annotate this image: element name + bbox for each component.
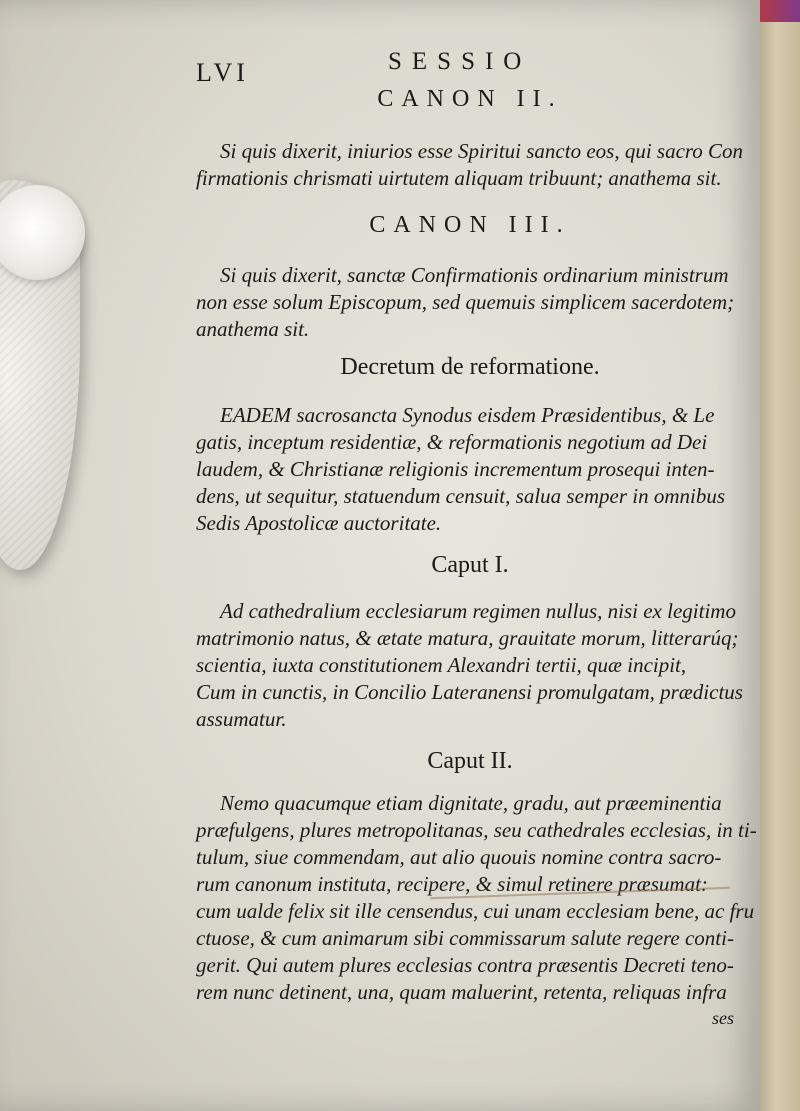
catchword: ses: [712, 1008, 734, 1028]
text-line: Sedis Apostolicæ auctoritate.: [196, 511, 442, 535]
caput-1-text: [196, 598, 744, 733]
text-line: Cum in cunctis, in Concilio Lateranensi promulgatam, prædictus: [196, 680, 743, 704]
text-line: Ad cathedralium ecclesiarum regimen nullus, nisi ex legitimo: [220, 599, 736, 623]
book-page-edge: [760, 0, 800, 1111]
canon-2-text: [196, 138, 744, 192]
text-line: tulum, siue commendam, aut alio quouis nomine contra sacro-: [196, 845, 722, 869]
canon-3-heading: CANON III.: [369, 212, 571, 238]
text-line: Si quis dixerit, iniurios esse Spiritui sancto eos, qui sacro Con: [220, 139, 744, 163]
text-line: assumatur.: [196, 707, 287, 731]
canon-3-text: [196, 262, 744, 343]
text-line: rum canonum instituta, recipere, & simul retinere præsumat:: [196, 872, 708, 896]
text-line: Nemo quacumque etiam dignitate, gradu, aut præeminentia: [220, 791, 722, 815]
text-line: scientia, iuxta constitutionem Alexandri tertii, quæ incipit,: [196, 653, 687, 677]
caput-2-heading: Caput II.: [427, 748, 513, 774]
text-line: gerit. Qui autem plures ecclesias contra præsentis Decreti teno-: [196, 953, 734, 977]
text-line: Si quis dixerit, sanctæ Confirmationis ordinarium ministrum: [220, 263, 729, 287]
caput-1-heading: Caput I.: [431, 552, 509, 578]
text-line: præfulgens, plures metropolitanas, seu cathedrales ecclesias, in ti-: [196, 818, 757, 842]
text-line: anathema sit.: [196, 317, 310, 341]
text-line: EADEM sacrosancta Synodus eisdem Præsidentibus, & Le: [220, 403, 715, 427]
text-line: firmationis chrismati uirtutem aliquam tribuunt; anathema sit.: [196, 166, 722, 190]
text-line: non esse solum Episcopum, sed quemuis simplicem sacerdotem;: [196, 290, 735, 314]
caput-2-text: [196, 790, 757, 1006]
text-line: laudem, & Christianæ religionis incrementum prosequi inten-: [196, 457, 715, 481]
page-folio: LVI: [196, 58, 249, 87]
text-line: ctuose, & cum animarum sibi commissarum salute regere conti-: [196, 926, 734, 950]
decretum-heading: Decretum de reformatione.: [340, 354, 600, 380]
decretum-text: [196, 402, 744, 537]
text-line: gatis, inceptum residentiæ, & reformationis negotium ad Dei: [196, 430, 708, 454]
bookmark-ribbon: [760, 0, 800, 22]
canon-2-heading: CANON II.: [377, 86, 563, 112]
text-line: dens, ut sequitur, statuendum censuit, salua semper in omnibus: [196, 484, 726, 508]
running-head: SESSIO: [388, 48, 532, 75]
text-line: cum ualde felix sit ille censendus, cui unam ecclesiam bene, ac fru: [196, 899, 755, 923]
text-line: matrimonio natus, & ætate matura, grauitate morum, litterarúq;: [196, 626, 739, 650]
text-line: rem nunc detinent, una, quam maluerint, retenta, reliquas infra: [196, 980, 727, 1004]
